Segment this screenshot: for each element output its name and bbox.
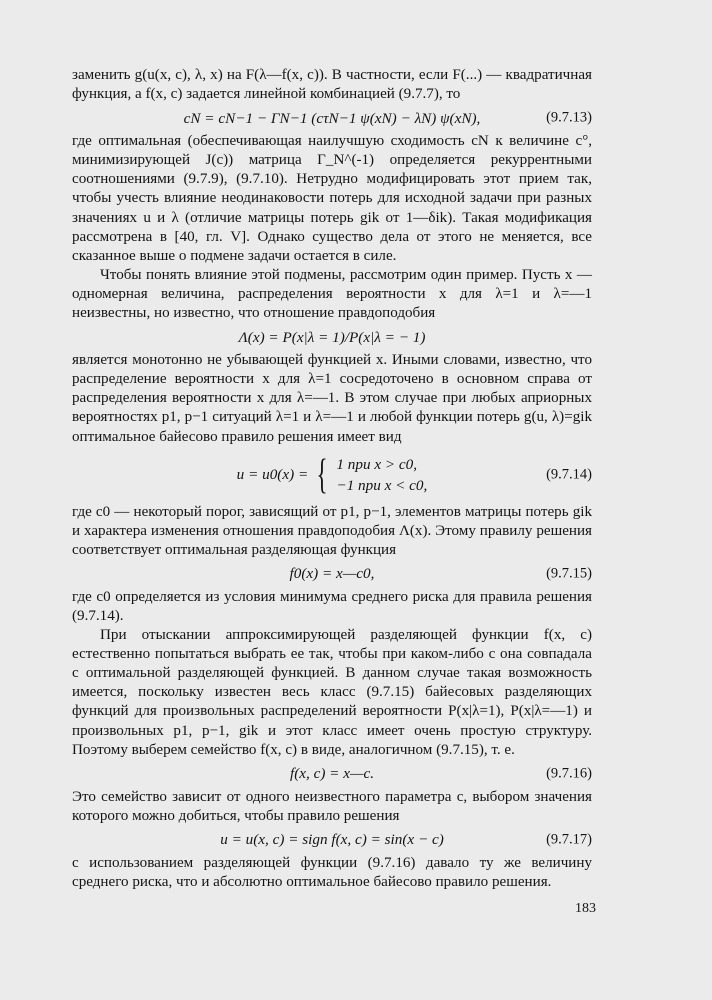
piecewise-rule [236,451,428,498]
equation-9-7-16 [72,763,592,785]
equation-formula: f(x, c) = x—c. [289,765,375,783]
paragraph-4: является монотонно не убывающей функцией x. Иными словами, известно, что распределение вероятности x для λ=1 сосредоточено в основном справа от распределения вероятности x для λ=—1. В этом случае при любых априорных вероятностях p1, p−1 ситуаций λ=1 и λ=—1 и любой функции потерь g(u, λ)=gik оптимальное байесово правило решения имеет вид [72,352,592,445]
equation-formula: Λ(x) = P(x|λ = 1)/P(x|λ = − 1) [238,328,426,346]
left-brace-icon: { [316,451,328,498]
equation-lhs: u = u0(x) = [236,466,309,484]
paragraph-8: Это семейство зависит от одного неизвестного параметра c, выбором значения которого можно добиться, чтобы правило решения [72,788,592,824]
equation-9-7-13 [72,107,592,129]
equation-likelihood-ratio [72,326,592,348]
case-negative: −1 при x < c0, [336,476,428,494]
equation-number: (9.7.13) [546,109,592,126]
equation-formula: f0(x) = x—c0, [289,565,375,583]
case-positive: 1 при x > c0, [336,455,418,473]
paragraph-5: где c0 — некоторый порог, зависящий от p1, p−1, элементов матрицы потерь gik и характера изменения отношения правдоподобия Λ(x). Этому правилу решения соответствует оптимальная разделяющая функция [72,503,592,558]
equation-formula: cN = cN−1 − ΓN−1 (cτN−1 ψ(xN) − λN) ψ(xN), [183,109,481,127]
paragraph-3: Чтобы понять влияние этой подмены, рассмотрим один пример. Пусть x — одномерная величина, распределения вероятности x для λ=1 и λ=—1 неизвестны, но известно, что отношение правдоподобия [72,266,592,322]
equation-formula: u = u(x, c) = sign f(x, c) = sin(x − c) [220,831,444,849]
equation-number: (9.7.17) [546,831,592,848]
paragraph-1: заменить g(u(x, c), λ, x) на F(λ—f(x, c)). В частности, если F(...) — квадратичная функция, а f(x, c) задается линейной комбинацией (9.7.7), то [72,67,592,103]
equation-9-7-14 [72,453,592,497]
paragraph-7: При отыскании аппроксимирующей разделяющей функции f(x, c) естественно попытаться выбрать ее так, чтобы при каком-либо c она совпадала с оптимальной разделяющей функцией. В данном случае такая возможность имеется, поскольку известен весь класс (9.7.15) байесовых разделяющих функций для произвольных распределений вероятности P(x|λ=1), P(x|λ=—1) и произвольных p1, p−1, gik и этот класс имеет очень простую структуру. Поэтому выберем семейство f(x, c) в виде, аналогичном (9.7.15), т. е. [72,627,592,758]
equation-9-7-15 [72,563,592,585]
body-text [72,66,592,892]
equation-number: (9.7.15) [546,565,592,582]
page-number: 183 [575,901,596,916]
equation-9-7-17 [72,829,592,851]
paragraph-2: где оптимальная (обеспечивающая наилучшую сходимость cN к величине c°, минимизирующей J(c)) матрица Γ_N^(-1) определяется рекуррентными соотношениями (9.7.9), (9.7.10). Нетрудно модифицировать этот прием так, чтобы учесть влияние неодинаковости потерь для исходной задачи при разных значениях u и λ (отличие матрицы потерь gik от 1—δik). Такая модификация рассмотрена в [40, гл. V]. Однако существо дела от этого не меняется, все сказанное выше о подмене задачи остается в силе. [72,133,592,264]
equation-number: (9.7.16) [546,765,592,782]
paragraph-6: где c0 определяется из условия минимума среднего риска для правила решения (9.7.14). [72,588,592,624]
equation-number: (9.7.14) [546,466,592,483]
paragraph-9: с использованием разделяющей функции (9.7.16) давало ту же величину среднего риска, что и абсолютно оптимальное байесово правило решения. [72,854,592,890]
